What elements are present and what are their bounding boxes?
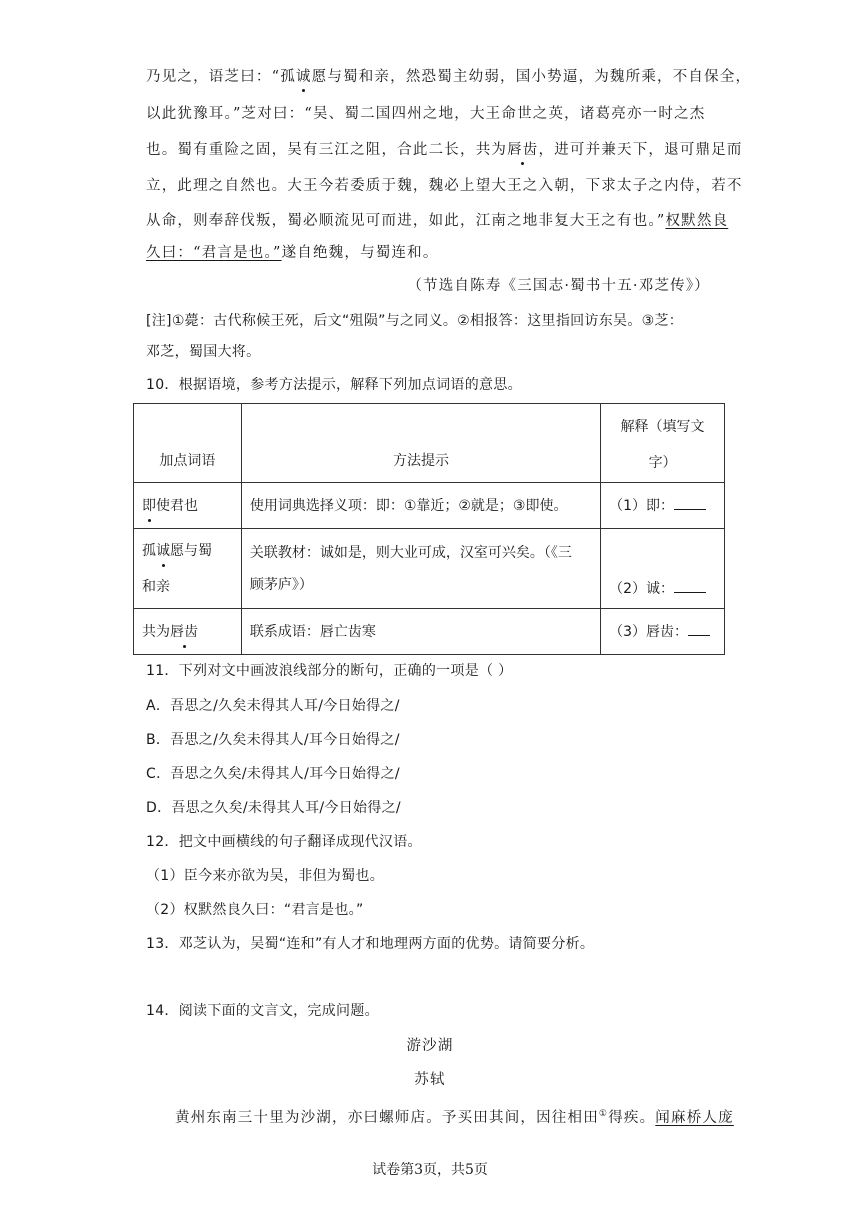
table-row xyxy=(134,609,725,655)
row-answer: （3）唇齿： xyxy=(601,609,725,655)
q11-option-b[interactable]: B．吾思之/久矣未得其人/耳今日始得之/ xyxy=(146,732,400,748)
row-word: 即使君也 xyxy=(134,483,242,529)
row-answer: （2）诚： xyxy=(601,529,725,609)
underlined-sentence: 久曰：“君言是也。” xyxy=(146,245,282,261)
row-word: 共为唇齿 xyxy=(134,609,242,655)
row-word: 孤诚愿与蜀 和亲 xyxy=(134,529,242,609)
note-line-1: [注]①薨：古代称候王死，后文“殂陨”与之同义。②相报答：这里指回访东吴。③芝： xyxy=(146,313,684,329)
q12-item-2: （2）权默然良久曰：“君言是也。” xyxy=(146,902,364,918)
q13-stem: 13．邓芝认为，吴蜀“连和”有人才和地理两方面的优势。请简要分析。 xyxy=(146,936,595,952)
q10-table xyxy=(133,403,725,655)
q10-stem: 10．根据语境，参考方法提示，解释下列加点词语的意思。 xyxy=(146,377,522,393)
row-method: 关联教材：诚如是，则大业可成，汉室可兴矣。（《三 顾茅庐》） xyxy=(241,529,600,609)
q14-author: 苏轼 xyxy=(414,1072,446,1088)
header-word: 加点词语 xyxy=(134,404,242,483)
q14-title: 游沙湖 xyxy=(406,1038,454,1054)
table-row xyxy=(134,483,725,529)
row-method: 使用词典选择义项：即：①靠近；②就是；③即使。 xyxy=(241,483,600,529)
q11-option-a[interactable]: A．吾思之/久矣未得其人耳/今日始得之/ xyxy=(146,698,400,714)
answer-blank[interactable] xyxy=(674,578,706,593)
passage-line-2: 以此犹豫耳。”芝对曰：“吴、蜀二国四州之地，大王命世之英，诸葛亮亦一时之杰 xyxy=(146,106,706,122)
passage-line-5: 从命，则奉辞伐叛，蜀必顺流见可而进，如此，江南之地非复大王之有也。”权默然良 xyxy=(146,213,729,229)
answer-blank[interactable] xyxy=(688,621,710,636)
dotted-word: 诚 xyxy=(295,69,312,85)
underlined-sentence: 闻麻桥人庞 xyxy=(655,1109,734,1126)
passage-line-6: 久曰：“君言是也。”遂自绝魏，与蜀连和。 xyxy=(146,245,439,261)
table-header-row xyxy=(134,404,725,483)
answer-blank[interactable] xyxy=(674,495,706,510)
q11-option-c[interactable]: C．吾思之久矣/未得其人/耳今日始得之/ xyxy=(146,766,400,782)
passage-source: （节选自陈寿《三国志·蜀书十五·邓芝传》） xyxy=(407,278,710,294)
q14-stem: 14．阅读下面的文言文，完成问题。 xyxy=(146,1003,379,1019)
page-footer: 试卷第3页，共5页 xyxy=(372,1162,488,1178)
table-row xyxy=(134,529,725,609)
passage-line-1: 乃见之，语芝曰：“孤诚愿与蜀和亲，然恐蜀主幼弱，国小势逼，为魏所乘，不自保全， xyxy=(146,69,752,85)
dotted-word: 唇齿 xyxy=(507,142,539,158)
row-answer: （1）即： xyxy=(601,483,725,529)
passage-line-4: 立，此理之自然也。大王今若委质于魏，魏必上望大王之入朝，下求太子之内侍，若不 xyxy=(146,178,743,194)
header-answer: 解释（填写文 字） xyxy=(601,404,725,483)
passage-line-3: 也。蜀有重险之固，吴有三江之阻，合此二长，共为唇齿，进可并兼天下，退可鼎足而 xyxy=(146,142,743,158)
q11-stem: 11．下列对文中画波浪线部分的断句，正确的一项是（ ） xyxy=(146,663,513,679)
row-method: 联系成语：唇亡齿寒 xyxy=(241,609,600,655)
header-method: 方法提示 xyxy=(241,404,600,483)
q14-passage-line: 黄州东南三十里为沙湖，亦曰螺师店。予买田其间，因往相田①得疾。闻麻桥人庞 xyxy=(175,1109,734,1126)
q12-item-1: （1）臣今来亦欲为吴，非但为蜀也。 xyxy=(146,868,385,884)
underlined-sentence: 权默然良 xyxy=(665,213,729,229)
q12-stem: 12．把文中画横线的句子翻译成现代汉语。 xyxy=(146,834,422,850)
note-line-2: 邓芝，蜀国大将。 xyxy=(146,344,261,360)
q11-option-d[interactable]: D．吾思之久矣/未得其人耳/今日始得之/ xyxy=(146,800,401,816)
